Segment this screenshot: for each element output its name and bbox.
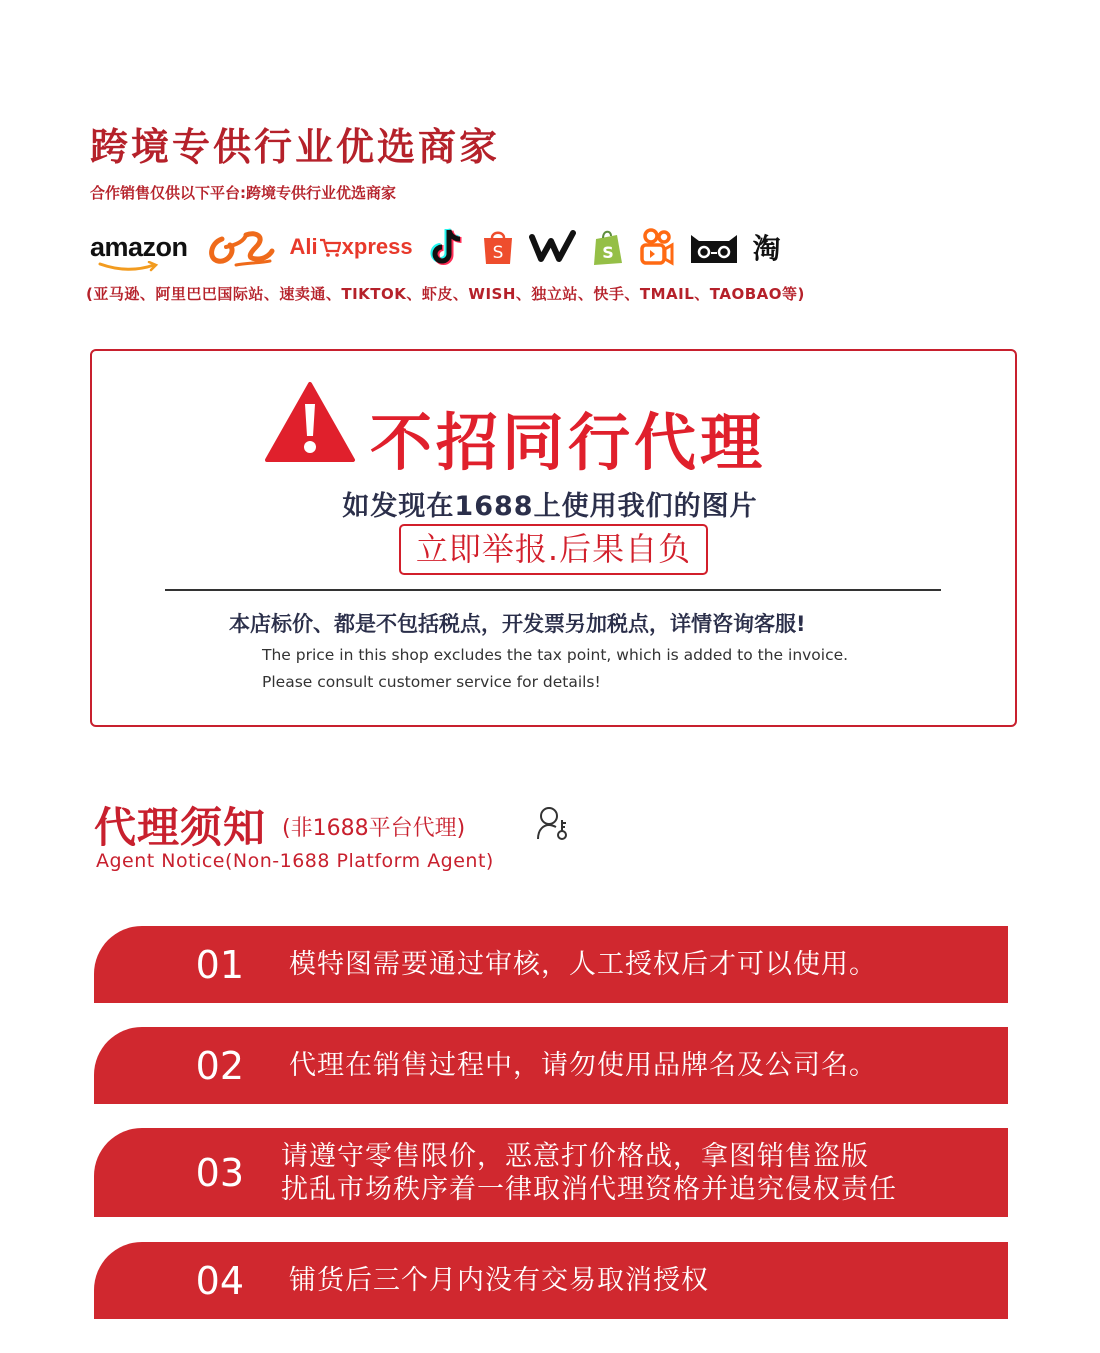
rule-text [289, 1264, 709, 1298]
aliexpress-rest-text: xpress [341, 234, 413, 259]
warning-icon [263, 380, 357, 464]
rule-row-01 [94, 926, 1008, 1003]
rule-text [289, 1049, 877, 1083]
taobao-logo [753, 227, 781, 267]
rule-number: 04 [195, 1258, 244, 1303]
shopee-logo [481, 228, 515, 266]
cart-icon [319, 236, 341, 258]
rule-row-02 [94, 1027, 1008, 1104]
agent-notice-title-sub: (非1688平台代理) [282, 816, 466, 841]
notice-divider [165, 589, 941, 591]
kuaishou-icon [639, 227, 675, 267]
rule-row-04 [94, 1242, 1008, 1319]
aliexpress-ali-text: Ali [289, 234, 318, 259]
amazon-logo [90, 232, 188, 263]
no-agent-headline: 不招同行代理 [370, 406, 767, 479]
svg-text:S: S [601, 243, 614, 262]
shopify-logo [591, 227, 625, 267]
rule-text [281, 1140, 897, 1206]
tax-note-en-line-2: Please consult customer service for details! [262, 673, 601, 691]
amazon-wordmark: amazon [90, 231, 188, 262]
rule-line: 请遵守零售限价，恶意打价格战，拿图销售盗版 [281, 1140, 869, 1172]
amazon-smile-icon [98, 261, 160, 273]
rule-line: 模特图需要通过审核，人工授权后才可以使用。 [289, 948, 877, 980]
page-title: 跨境专供行业优选商家 [90, 125, 501, 169]
rule-line: 代理在销售过程中，请勿使用品牌名及公司名。 [289, 1049, 877, 1081]
platform-list-note: (亚马逊、阿里巴巴国际站、速卖通、TIKTOK、虾皮、WISH、独立站、快手、TMAIL、TAOBAO等) [86, 285, 805, 303]
rule-text [289, 948, 877, 982]
aliexpress-logo [290, 234, 413, 260]
image-usage-warning: 如发现在1688上使用我们的图片 [342, 491, 758, 522]
agent-notice-title-en: Agent Notice(Non-1688 Platform Agent) [96, 850, 494, 872]
taobao-glyph: 淘 [752, 232, 781, 265]
tiktok-icon [427, 226, 467, 268]
rule-number: 01 [195, 942, 244, 987]
kuaishou-logo [639, 227, 675, 267]
report-warning-badge: 立即举报.后果自负 [399, 524, 708, 575]
wish-logo [529, 229, 577, 265]
shopee-bag-icon [481, 228, 515, 266]
tax-note-cn: 本店标价、都是不包括税点，开发票另加税点，详情咨询客服! [229, 612, 806, 636]
rule-line: 铺货后三个月内没有交易取消授权 [289, 1264, 709, 1296]
svg-text:S: S [492, 243, 504, 263]
wish-icon [529, 229, 577, 265]
alibaba-logo [206, 225, 276, 269]
agent-notice-title: 代理须知 [94, 803, 267, 852]
tmall-logo [689, 229, 739, 265]
tax-note-en-line-1: The price in this shop excludes the tax point, which is added to the invoice. [262, 646, 849, 664]
rule-number: 03 [195, 1150, 244, 1195]
alibaba-icon [206, 225, 276, 269]
user-key-icon [536, 805, 570, 841]
shopify-bag-icon [591, 227, 625, 267]
rule-row-03 [94, 1128, 1008, 1217]
rule-line: 扰乱市场秩序着一律取消代理资格并追究侵权责任 [281, 1173, 897, 1205]
rule-number: 02 [195, 1043, 244, 1088]
platform-subtitle: 合作销售仅供以下平台:跨境专供行业优选商家 [90, 184, 397, 202]
tmall-cat-icon [689, 229, 739, 265]
platform-logos [90, 222, 810, 272]
tiktok-logo [427, 226, 467, 268]
